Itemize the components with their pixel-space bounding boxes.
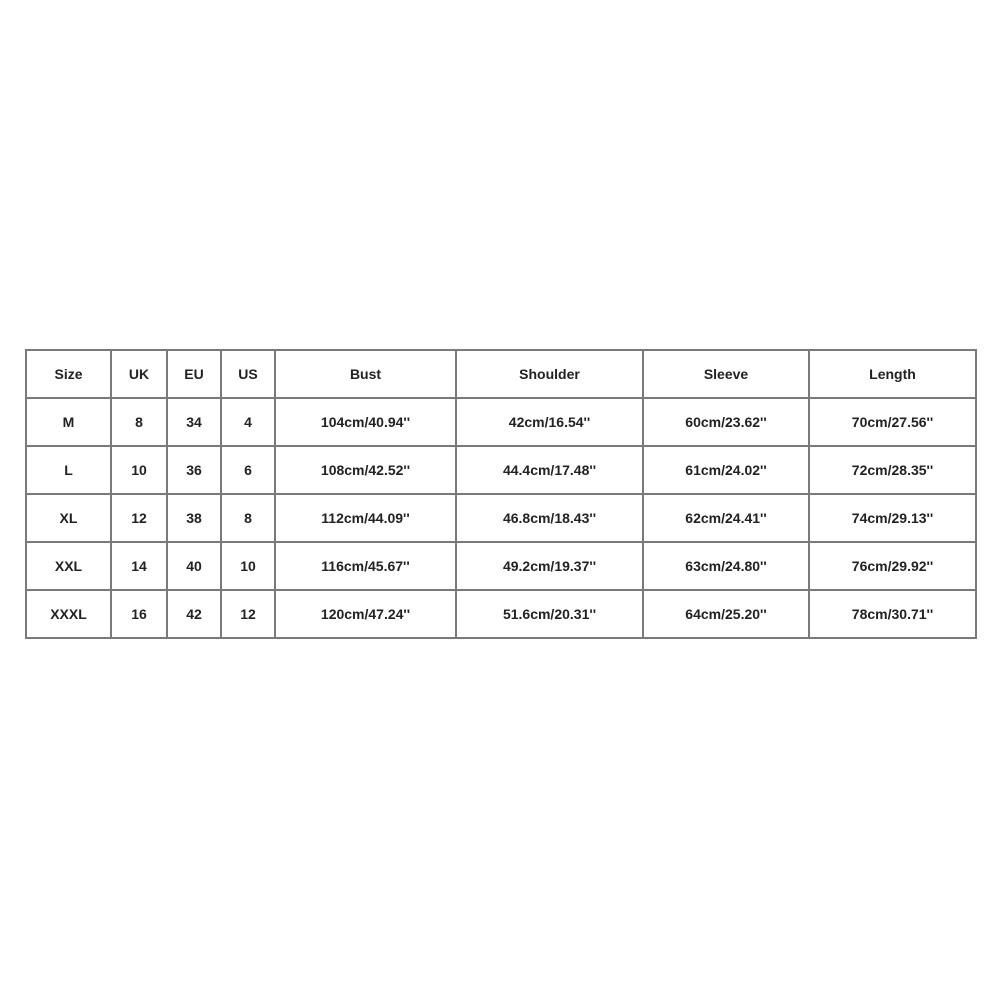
cell-sleeve: 61cm/24.02'': [643, 446, 809, 494]
cell-size: XXXL: [26, 590, 111, 638]
cell-length: 76cm/29.92'': [809, 542, 976, 590]
size-chart-table: [25, 349, 977, 639]
cell-shoulder: 42cm/16.54'': [456, 398, 643, 446]
header-row: [26, 350, 976, 398]
cell-bust: 112cm/44.09'': [275, 494, 456, 542]
cell-bust: 120cm/47.24'': [275, 590, 456, 638]
cell-length: 72cm/28.35'': [809, 446, 976, 494]
cell-length: 74cm/29.13'': [809, 494, 976, 542]
cell-bust: 108cm/42.52'': [275, 446, 456, 494]
header-sleeve: Sleeve: [643, 350, 809, 398]
cell-eu: 34: [167, 398, 221, 446]
cell-us: 8: [221, 494, 275, 542]
cell-us: 4: [221, 398, 275, 446]
header-shoulder: Shoulder: [456, 350, 643, 398]
table-row: [26, 446, 976, 494]
cell-uk: 12: [111, 494, 167, 542]
header-length: Length: [809, 350, 976, 398]
cell-eu: 38: [167, 494, 221, 542]
cell-length: 70cm/27.56'': [809, 398, 976, 446]
cell-sleeve: 64cm/25.20'': [643, 590, 809, 638]
table-row: [26, 590, 976, 638]
cell-us: 10: [221, 542, 275, 590]
cell-us: 6: [221, 446, 275, 494]
cell-sleeve: 62cm/24.41'': [643, 494, 809, 542]
cell-size: L: [26, 446, 111, 494]
header-us: US: [221, 350, 275, 398]
cell-eu: 42: [167, 590, 221, 638]
cell-eu: 36: [167, 446, 221, 494]
cell-bust: 104cm/40.94'': [275, 398, 456, 446]
cell-us: 12: [221, 590, 275, 638]
header-eu: EU: [167, 350, 221, 398]
header-bust: Bust: [275, 350, 456, 398]
header-size: Size: [26, 350, 111, 398]
cell-length: 78cm/30.71'': [809, 590, 976, 638]
header-uk: UK: [111, 350, 167, 398]
cell-shoulder: 49.2cm/19.37'': [456, 542, 643, 590]
cell-eu: 40: [167, 542, 221, 590]
cell-bust: 116cm/45.67'': [275, 542, 456, 590]
cell-uk: 10: [111, 446, 167, 494]
cell-size: XL: [26, 494, 111, 542]
cell-uk: 14: [111, 542, 167, 590]
cell-size: XXL: [26, 542, 111, 590]
cell-shoulder: 46.8cm/18.43'': [456, 494, 643, 542]
cell-size: M: [26, 398, 111, 446]
cell-uk: 16: [111, 590, 167, 638]
cell-shoulder: 44.4cm/17.48'': [456, 446, 643, 494]
table-row: [26, 542, 976, 590]
cell-uk: 8: [111, 398, 167, 446]
cell-sleeve: 60cm/23.62'': [643, 398, 809, 446]
cell-shoulder: 51.6cm/20.31'': [456, 590, 643, 638]
table-row: [26, 494, 976, 542]
cell-sleeve: 63cm/24.80'': [643, 542, 809, 590]
table-row: [26, 398, 976, 446]
